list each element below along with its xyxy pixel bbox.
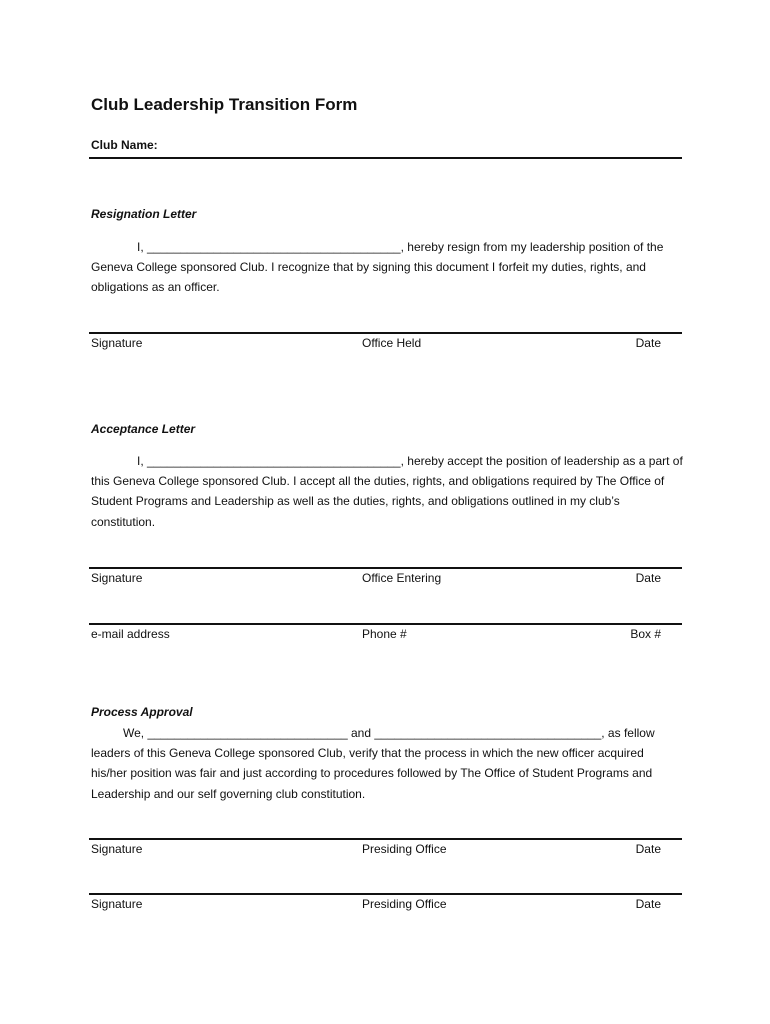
approval-office-label-1: Presiding Office (362, 842, 447, 856)
resignation-heading: Resignation Letter (91, 207, 197, 221)
resignation-office-label: Office Held (362, 336, 422, 350)
resignation-signature-label: Signature (91, 336, 143, 350)
resignation-date-label: Date (635, 336, 661, 350)
box-label: Box # (630, 627, 661, 641)
approval-signature-label-2: Signature (91, 897, 143, 911)
approval-signature-line-2[interactable] (89, 893, 682, 895)
approval-date-label-1: Date (635, 842, 661, 856)
acceptance-signature-line[interactable] (89, 567, 682, 569)
acceptance-paragraph (91, 451, 683, 532)
acceptance-text: I, ______________________________________, hereby accept the position of leadership as a part of this Geneva College sponsored Club. I accept all the duties, rights, and obligations required by The Office of Student Programs and Leadership as well as the duties, rights, and obligations outlined in my club’s constitution. (91, 454, 683, 529)
resignation-paragraph (91, 237, 683, 298)
form-title: Club Leadership Transition Form (91, 95, 358, 114)
club-name-label: Club Name: (91, 138, 158, 152)
acceptance-signature-label: Signature (91, 571, 143, 585)
approval-signature-line-1[interactable] (89, 838, 682, 840)
phone-label: Phone # (362, 627, 407, 641)
club-name-line[interactable] (89, 157, 682, 159)
approval-date-label-2: Date (635, 897, 661, 911)
approval-paragraph (91, 723, 683, 804)
acceptance-contact-line[interactable] (89, 623, 682, 625)
approval-signature-label-1: Signature (91, 842, 143, 856)
acceptance-office-label: Office Entering (362, 571, 442, 585)
approval-heading: Process Approval (91, 705, 193, 719)
email-label: e-mail address (91, 627, 170, 641)
acceptance-date-label: Date (635, 571, 661, 585)
approval-text: We, ______________________________ and __________________________________, as fellow leaders of this Geneva College sponsored Club, verify that the process in which the new officer acquired his/her position was fair and just according to procedures followed by The Office of Student Programs and Leadership and our self governing club constitution. (91, 726, 655, 801)
acceptance-heading: Acceptance Letter (91, 422, 196, 436)
approval-office-label-2: Presiding Office (362, 897, 447, 911)
resignation-signature-line[interactable] (89, 332, 682, 334)
resignation-text: I, ______________________________________, hereby resign from my leadership position of the Geneva College sponsored Club. I recognize that by signing this document I forfeit my duties, rights, and obligations as an officer. (91, 240, 664, 295)
